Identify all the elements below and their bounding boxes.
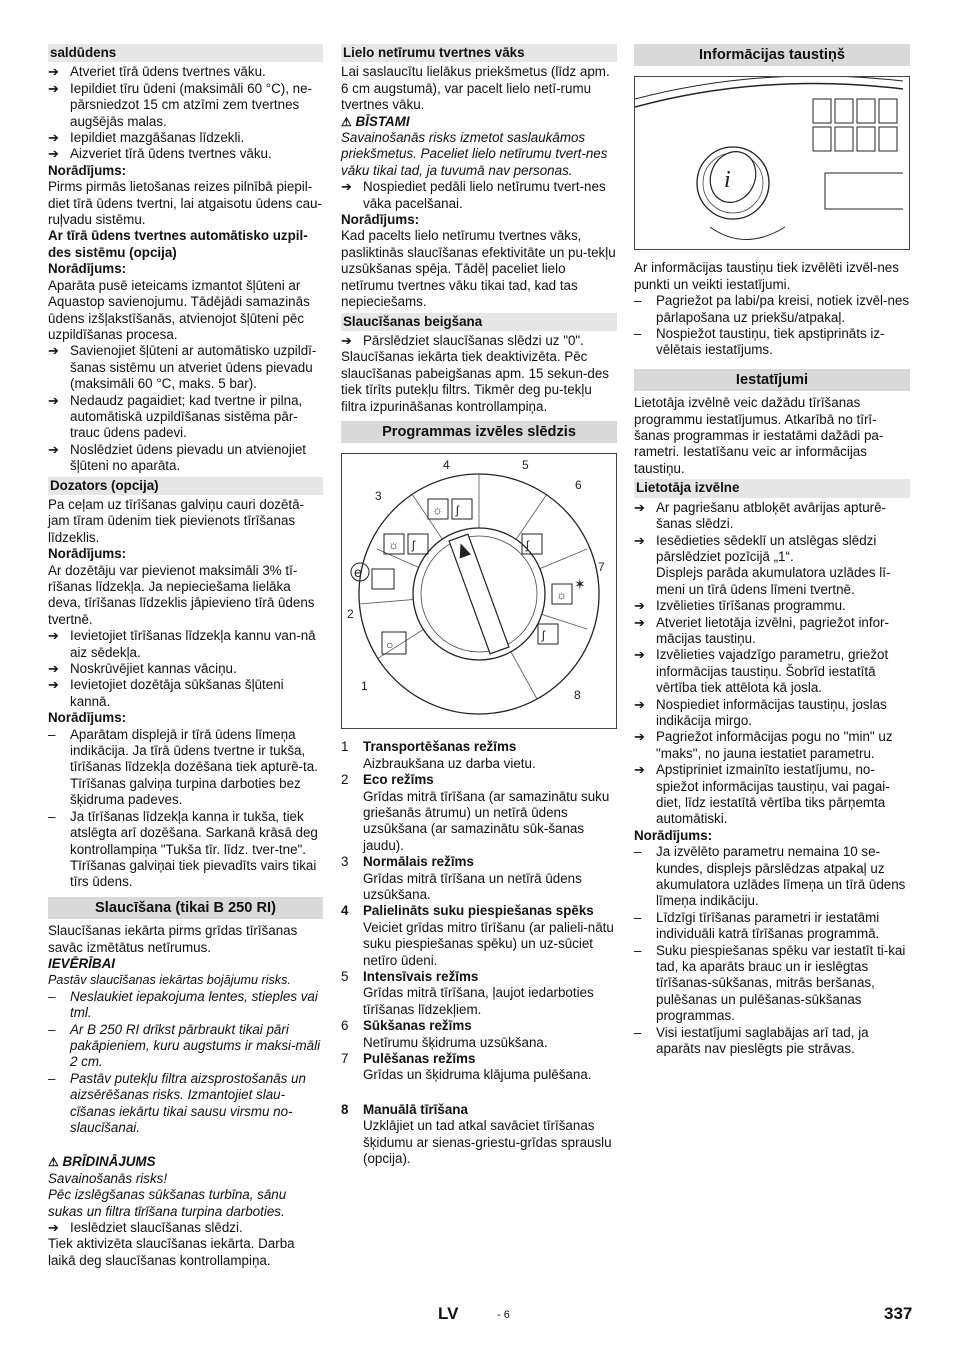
section-heading-end: Slaucīšanas beigšana <box>341 313 617 331</box>
section-heading-dozators: Dozators (opcija) <box>48 477 323 495</box>
mode-name: Manuālā tīrīšana <box>363 1101 468 1117</box>
mode-description: Grīdas un šķidruma klājuma pulēšana. <box>363 1067 592 1083</box>
dash-item <box>634 910 910 943</box>
arrow-icon: ➔ <box>634 696 645 712</box>
caution-label: IEVĒRĪBAI <box>48 955 115 971</box>
mode-name: Normālais režīms <box>363 854 474 870</box>
dash-marker: – <box>48 1021 56 1037</box>
note-text: Pirms pirmās lietošanas reizes pilnībā piepil-diet tīrā ūdens tvertni, lai atgaisotu ūdens cau-ruļvadu sistēmu. <box>48 179 322 228</box>
list-item-text: Ievietojiet dozētāja sūkšanas šļūteni kannā. <box>70 677 284 709</box>
column-1 <box>48 44 323 1269</box>
mode-number: 5 <box>341 969 349 985</box>
warning-step: ➔ Ieslēdziet slaucīšanas slēdzi. <box>48 1220 243 1236</box>
list-item-text: Ar B 250 RI drīkst pārbraukt tikai pāri pakāpieniem, kuru augstums ir maksi-māli 2 cm. <box>70 1021 321 1070</box>
danger-heading <box>341 114 617 130</box>
dial-number: 5 <box>522 458 529 473</box>
mode-name: Intensīvais režīms <box>363 969 479 985</box>
section-heading-program: Programmas izvēles slēdzis <box>341 421 617 443</box>
dash-item <box>634 1025 910 1058</box>
mode-number: 4 <box>341 903 349 919</box>
list-item-text: Visi iestatījumi saglabājas arī tad, ja aparāts nav pieslēgts pie strāvas. <box>656 1024 869 1057</box>
dash-marker: – <box>634 909 642 925</box>
list-item-text: Līdzīgi tīrīšanas parametri ir iestatāmi individuāli katrā tīrīšanas programmā. <box>656 909 880 942</box>
arrow-icon: ➔ <box>48 64 59 80</box>
saldudens-steps <box>48 64 323 162</box>
note-label: Norādījums: <box>48 710 127 726</box>
arrow-icon: ➔ <box>634 532 645 548</box>
end-text: Slaucīšanas iekārta tiek deaktivizēta. Pēc slaucīšanas pabeigšanas apm. 15 sekun-des tiek tīrīts putekļu filtrs. Tikmēr deg pu-tekļu filtra izpurināšanas kontrollampiņa. <box>341 349 609 414</box>
caution-dashes <box>48 989 323 1137</box>
list-item-text: Noslēdziet ūdens pievadu un atvienojiet šļūteni no aparāta. <box>70 441 306 474</box>
dash-item <box>634 293 910 326</box>
section-heading-lid: Lielo netīrumu tvertnes vāks <box>341 44 617 62</box>
list-item-text: Savienojiet šļūteni ar automātisko uzpildī-šanas sistēmu un atveriet ūdens pievadu (maksimāli 60 °C, maks. 5 bar). <box>70 343 317 392</box>
mode-description: Veiciet grīdas mitro tīrīšanu (ar palieli-nātu suku piespiešanas spēku) un uz-sūciet netīro ūdeni. <box>363 919 614 968</box>
section-heading-sweep: Slaucīšana (tikai B 250 RI) <box>48 897 323 919</box>
column-2 <box>341 44 617 1168</box>
footer-page-small <box>497 1306 510 1323</box>
footer-page-small-text: - 6 <box>497 1309 510 1321</box>
program-dial-diagram <box>342 454 616 728</box>
svg-text:☼: ☼ <box>556 588 567 603</box>
arrow-icon: ➔ <box>48 146 59 162</box>
note-label: Norādījums: <box>48 261 127 277</box>
svg-text:✶: ✶ <box>574 576 586 593</box>
warning-triangle-icon: ⚠ <box>341 114 352 129</box>
info-text: Ar informācijas taustiņu tiek izvēlēti izvēl-nes punkti un veikti iestatījumi. <box>634 260 899 292</box>
dash-item <box>634 326 910 359</box>
dash-marker: – <box>48 988 56 1004</box>
warning-heading <box>48 1154 323 1170</box>
list-item-text: Ja izvēlēto parametru nemaina 10 se-kundes, displejs pārslēdzas atpakaļ uz akumulatora uzlādes līmeņa un tīrā ūdens līmeņa indikāciju. <box>656 844 906 909</box>
end-step: ➔ Pārslēdziet slaucīšanas slēdzi uz "0". <box>341 332 584 348</box>
warning-line: Savainošanās risks! <box>48 1170 168 1186</box>
arrow-icon: ➔ <box>341 179 352 195</box>
dial-number: 2 <box>347 607 354 622</box>
arrow-icon: ➔ <box>634 647 645 663</box>
list-item-text: Aparātam displejā ir tīrā ūdens līmeņa indikācija. Ja tīrā ūdens tvertne ir tukša, tīrīšanas līdzekļa dozēšana tiek apturē-ta. Tīrīšanas galviņa turpina darboties bez šķidruma padeves. <box>70 726 318 808</box>
mode-name: Eco režīms <box>363 772 434 788</box>
mode-item <box>341 854 617 903</box>
list-item-text: Ja tīrīšanas līdzekļa kanna ir tukša, tiek atslēgta arī dozēšana. Sarkanā krāsā deg kontrollampiņa "Tukša tīr. līdz. tver-tne". Tīrīšanas galviņai tiek pievadīts vairs tikai tīrs ūdens. <box>70 808 318 890</box>
mode-list <box>341 739 617 1167</box>
program-dial-figure <box>341 453 617 729</box>
dash-marker: – <box>48 726 56 742</box>
lid-note: Kad pacelts lielo netīrumu tvertnes vāks, pasliktinās slaucīšanas efektivitāte un pu-tekļu uzsūkšanas spēja. Tādēļ paceliet lielo netīrumu tvertnes vāku tikai tad, kad tas nepieciešams. <box>341 228 616 310</box>
dash-marker: – <box>48 1070 56 1086</box>
dash-marker: – <box>634 1024 642 1040</box>
warning-lines <box>48 1171 323 1220</box>
list-item-text: Atveriet tīrā ūdens tvertnes vāku. <box>70 64 266 80</box>
list-item-text: Aizveriet tīrā ūdens tvertnes vāku. <box>70 146 272 162</box>
svg-text:☼: ☼ <box>432 503 443 518</box>
svg-text:☼: ☼ <box>388 538 399 553</box>
step-item <box>634 615 910 648</box>
dash-marker: – <box>48 808 56 824</box>
final-text: Tiek aktivizēta slaucīšanas iekārta. Darba laikā deg slaucīšanas kontrollampiņa. <box>48 1236 295 1268</box>
dial-number: 1 <box>361 679 368 694</box>
dozators-dashes <box>48 727 323 891</box>
lid-step: ➔ Nospiediet pedāli lielo netīrumu tvert-nes vāka pacelšanai. <box>341 179 606 211</box>
arrow-icon: ➔ <box>48 130 59 146</box>
dial-number: 4 <box>443 458 450 473</box>
list-item-text: Izvēlieties tīrīšanas programmu. <box>656 598 846 614</box>
mode-description: Netīrumu šķidruma uzsūkšana. <box>363 1034 548 1050</box>
arrow-icon: ➔ <box>48 80 59 96</box>
arrow-icon: ➔ <box>634 729 645 745</box>
warning-line: Pēc izslēgšanas sūkšanas turbīna, sānu sukas un filtra tīrīšana turpina darboties. <box>48 1187 287 1219</box>
dash-marker: – <box>634 942 642 958</box>
mode-name: Palielināts suku piespiešanas spēks <box>363 903 594 919</box>
mode-number: 8 <box>341 1101 349 1117</box>
note-text: Ar dozētāju var pievienot maksimāli 3% tī-rīšanas līdzekļa. Ja nepieciešama lielāka deva, tīrīšanas līdzeklis jāpievieno tīrā ūdens tvertnē. <box>48 562 315 627</box>
caution-text: Pastāv slaucīšanas iekārtas bojājumu risks. <box>48 973 291 988</box>
list-item-text: Neslaukiet iepakojuma lentes, stieples vai tml. <box>70 988 318 1021</box>
svg-text:○: ○ <box>386 638 394 653</box>
list-item-text: Nedaudz pagaidiet; kad tvertne ir pilna, automātiskā uzpildīšanas sistēma pār-trauc ūdens padevi. <box>70 392 303 441</box>
list-item-text: Iesēdieties sēdeklī un atslēgas slēdzi pārslēdziet pozīcijā „1“. <box>656 532 877 564</box>
step-item <box>48 343 323 392</box>
list-item-text: Pagriežot pa labi/pa kreisi, notiek izvēl-nes pārlapošana uz priekšu/atpakaļ. <box>656 293 910 325</box>
footer-lang: LV <box>438 1304 459 1323</box>
list-item-text: Suku piespiešanas spēku var iestatīt ti-kai tad, ka aparāts brauc un ir ieslēgtas tīrīšanas-sūkšanas, mitrās beršanas, pulēšanas un pulēšanas-sūkšanas programmas. <box>656 942 906 1024</box>
mode-number: 2 <box>341 772 349 788</box>
list-item-text: Pastāv putekļu filtra aizsprostošanās un aizsērēšanas risks. Izmantojiet slau-cīšanas iekārtu tikai sausu virsmu no-slaucīšanai. <box>70 1070 306 1135</box>
list-item-text: Iepildiet tīru ūdeni (maksimāli 60 °C), ne-pārsniedzot 15 cm atzīmi zem tvertnes augšējās malas. <box>70 80 313 129</box>
arrow-icon: ➔ <box>634 614 645 630</box>
mode-name: Transportēšanas režīms <box>363 739 517 755</box>
step-item <box>48 628 323 661</box>
mode-item <box>341 969 617 1018</box>
mode-number: 3 <box>341 854 349 870</box>
mode-item <box>341 1102 617 1168</box>
note-label: Norādījums: <box>634 827 713 843</box>
info-key-figure <box>634 76 910 250</box>
danger-label: BĪSTAMI <box>355 113 410 129</box>
svg-text:ʃ: ʃ <box>526 538 529 553</box>
lid-text: Lai saslaucītu lielākus priekšmetus (līdz apm. 6 cm augstumā), var pacelt lielo netī-rumu tvertnes vāku. <box>341 64 610 113</box>
section-heading-settings: Iestatījumi <box>634 369 910 391</box>
danger-text: Savainošanās risks izmetot saslaukāmos priekšmetus. Paceliet lielo netīrumu tvert-nes vāku tikai tad, ja tuvumā nav personas. <box>341 130 608 178</box>
dash-item <box>48 1022 323 1071</box>
step-item <box>48 64 323 80</box>
mode-description: Grīdas mitrā tīrīšana un netīrā ūdens uzsūkšana. <box>363 870 582 902</box>
mode-description: Uzklājiet un tad atkal savāciet tīrīšanas šķidumu ar sienas-griestu-grīdas sprauslu (opcija). <box>363 1118 612 1167</box>
note-dashes <box>634 844 910 1057</box>
list-item-text: Pagriežot informācijas pogu no "min" uz "maks", no jauna iestatiet parametru. <box>656 729 893 761</box>
dial-e-label: e <box>354 564 362 581</box>
step-item <box>48 393 323 442</box>
note-label: Norādījums: <box>341 212 420 228</box>
step-item <box>48 661 323 677</box>
sweep-text: Slaucīšanas iekārta pirms grīdas tīrīšanas savāc izmētātus netīrumus. <box>48 923 298 955</box>
mode-item <box>341 903 617 969</box>
list-item-text: Apstipriniet izmainīto iestatījumu, no-spiežot informācijas taustiņu, vai pagai-diet, līdz iestatītā vērtība tiks pārņemta automātiski. <box>656 762 890 827</box>
step-item <box>634 533 910 566</box>
info-dashes <box>634 293 910 359</box>
arrow-icon: ➔ <box>634 499 645 515</box>
step-item <box>634 762 910 828</box>
arrow-icon: ➔ <box>634 598 645 614</box>
list-item-text: Ar pagriešanu atbloķēt avārijas apturē-šanas slēdzi. <box>656 499 887 532</box>
user-steps <box>634 500 910 828</box>
dash-item <box>48 989 323 1022</box>
dash-marker: – <box>634 293 642 309</box>
svg-text:ʃ: ʃ <box>456 503 459 518</box>
step-item <box>48 81 323 130</box>
arrow-icon: ➔ <box>48 392 59 408</box>
section-heading-user-menu: Lietotāja izvēlne <box>634 479 910 497</box>
arrow-icon: ➔ <box>48 1220 59 1236</box>
mode-name: Pulēšanas režīms <box>363 1051 476 1067</box>
info-key-diagram <box>635 77 903 249</box>
arrow-icon: ➔ <box>48 661 59 677</box>
column-3 <box>634 44 910 1058</box>
list-item-text: Nospiežot taustiņu, tiek apstiprināts iz-vēlētais iestatījums. <box>656 326 885 358</box>
dial-number: 6 <box>575 478 582 493</box>
dial-number: 3 <box>375 489 382 504</box>
step-extra-text: Displejs parāda akumulatora uzlādes lī-meni un tīrā ūdens līmeni tvertnē. <box>656 565 891 597</box>
mode-number: 7 <box>341 1051 349 1067</box>
dash-marker: – <box>634 844 642 860</box>
mode-name: Sūkšanas režīms <box>363 1018 472 1034</box>
step-item <box>634 598 910 614</box>
arrow-icon: ➔ <box>48 677 59 693</box>
arrow-icon: ➔ <box>341 332 352 348</box>
dozators-steps <box>48 628 323 710</box>
info-i-icon: i <box>724 167 731 194</box>
svg-text:ʃ: ʃ <box>412 538 415 553</box>
svg-text:ʃ: ʃ <box>542 628 545 643</box>
mode-number: 6 <box>341 1018 349 1034</box>
auto-fill-title: Ar tīrā ūdens tvertnes automātisko uzpil-des sistēmu (opcija) <box>48 228 308 260</box>
step-item <box>634 647 910 696</box>
settings-text: Lietotāja izvēlnē veic dažādu tīrīšanas programmu iestatījumus. Atkarībā no tīrī-šanas programmas ir iestatāmi dažādi pa-rametri. Iestatīšanu veic ar informācijas taustiņu. <box>634 395 884 476</box>
warning-label: BRĪDINĀJUMS <box>62 1154 156 1170</box>
dash-item <box>48 727 323 809</box>
step-item <box>48 442 323 475</box>
mode-description: Grīdas mitrā tīrīšana (ar samazinātu suku griešanās ātrumu) un netīrā ūdens uzsūkšana (ar samazinātu sūk-šanas jaudu). <box>363 788 610 853</box>
mode-item <box>341 739 617 772</box>
step-item <box>48 146 323 162</box>
list-item-text: Atveriet lietotāja izvēlni, pagriežot infor-mācijas taustiņu. <box>656 614 889 646</box>
dial-number: 8 <box>574 688 581 703</box>
step-item <box>634 729 910 762</box>
arrow-icon: ➔ <box>634 762 645 778</box>
list-item-text: Nospiediet informācijas taustiņu, joslas indikācija mirgo. <box>656 696 887 728</box>
section-heading-info: Informācijas taustiņš <box>634 44 910 66</box>
step-item <box>48 677 323 710</box>
arrow-icon: ➔ <box>48 628 59 644</box>
auto-fill-steps <box>48 343 323 474</box>
list-item-text: Iepildiet mazgāšanas līdzekli. <box>70 130 245 146</box>
dash-item <box>634 943 910 1025</box>
mode-item <box>341 772 617 854</box>
dial-number: 7 <box>598 560 605 575</box>
dash-item <box>48 1071 323 1137</box>
list-item-text: Izvēlieties vajadzīgo parametru, griežot informācijas taustiņu. Šobrīd iestatītā vērtība tiek attēlota kā josla. <box>656 647 889 696</box>
arrow-icon: ➔ <box>48 441 59 457</box>
dozators-text: Pa ceļam uz tīrīšanas galviņu cauri dozētā-jam tīram ūdenim tiek pievienots tīrīšanas līdzeklis. <box>48 496 305 545</box>
step-item <box>634 697 910 730</box>
dash-item <box>634 844 910 910</box>
mode-description: Grīdas mitrā tīrīšana, ļaujot iedarboties tīrīšanas līdzekļiem. <box>363 985 594 1017</box>
arrow-icon: ➔ <box>48 343 59 359</box>
note-label: Norādījums: <box>48 546 127 562</box>
step-item <box>48 130 323 146</box>
dash-marker: – <box>634 326 642 342</box>
note-text: Aparāta pusē ieteicams izmantot šļūteni ar Aquastop savienojumu. Tādējādi samazinās ūdens izšļakstīšanās, atvienojot šļūteni pēc uzpildīšanas procesa. <box>48 277 310 342</box>
dash-item <box>48 809 323 891</box>
note-label: Norādījums: <box>48 162 127 178</box>
mode-item <box>341 1018 617 1051</box>
list-item-text: Ievietojiet tīrīšanas līdzekļa kannu van-nā aiz sēdekļa. <box>70 628 316 660</box>
mode-number: 1 <box>341 739 349 755</box>
step-item <box>634 500 910 533</box>
mode-description: Aizbraukšana uz darba vietu. <box>363 755 536 771</box>
list-item-text: Noskrūvējiet kannas vāciņu. <box>70 661 237 677</box>
warning-triangle-icon: ⚠ <box>48 1155 59 1170</box>
footer-page-number: 337 <box>884 1304 913 1323</box>
mode-item <box>341 1051 617 1084</box>
section-heading-saldudens: saldūdens <box>48 44 323 62</box>
